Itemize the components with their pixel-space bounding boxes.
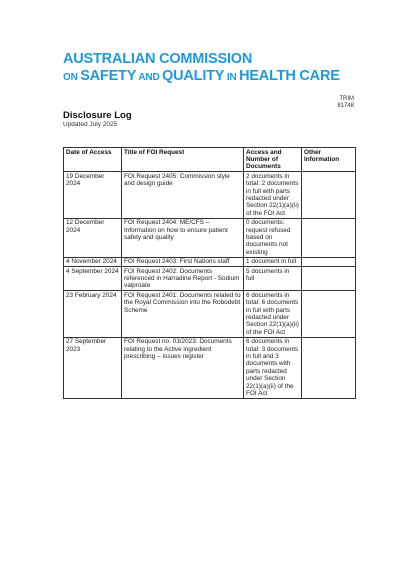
logo-word: SAFETY — [80, 67, 137, 84]
header-date-of-access: Date of Access — [64, 148, 122, 172]
table-header-row — [64, 148, 356, 172]
cell-date: 19 December 2024 — [64, 172, 122, 218]
cell-other — [302, 172, 356, 218]
cell-title: FOI Request 2405: Commission style and design guide — [122, 172, 244, 218]
cell-title: FOI Request 2404: ME/CFS – Information on how to ensure patient safety and quality — [122, 218, 244, 257]
cell-title: FOI Request no. 03/2023: Documents relating to the Active ingredient prescribing – Issues register — [122, 337, 244, 398]
header-access-and-number: Access and Number of Documents — [244, 148, 302, 172]
cell-other — [302, 257, 356, 266]
cell-access: 0 documents: request refused based on documents not existing — [244, 218, 302, 257]
cell-date: 23 February 2024 — [64, 291, 122, 337]
header-title-of-foi-request: Title of FOI Request — [122, 148, 244, 172]
cell-title: FOI Request 2401: Documents related to the Royal Commission into the Robodebt Scheme — [122, 291, 244, 337]
cell-date: 4 September 2024 — [64, 267, 122, 291]
cell-access: 1 document in full — [244, 257, 302, 266]
organisation-logo — [63, 52, 340, 83]
table-row — [64, 267, 356, 291]
trim-label: TRIM — [339, 96, 354, 102]
cell-access: 2 documents in total: 2 documents in full with parts redacted under Section 22(1)(a)(ii) of the FOI Act — [244, 172, 302, 218]
table-row — [64, 172, 356, 218]
cell-title: FOI Request 2402: Documents referenced in Harradine Report - Sodium valproate — [122, 267, 244, 291]
table-row — [64, 218, 356, 257]
cell-access: 6 documents in total: 6 documents in full with parts redacted under Section 22(1)(a)(ii) of the FOI Act — [244, 291, 302, 337]
cell-title: FOI Request 2403: First Nations staff — [122, 257, 244, 266]
cell-other — [302, 291, 356, 337]
logo-word: IN — [224, 71, 240, 83]
cell-date: 4 November 2024 — [64, 257, 122, 266]
header-other-information: Other Information — [302, 148, 356, 172]
cell-access: 6 documents in total: 3 documents in full and 3 documents with parts redacted under Section 22(1)(a)(ii) of the FOI Act — [244, 337, 302, 398]
table-row — [64, 291, 356, 337]
title-block — [63, 110, 132, 129]
disclosure-log-table — [63, 147, 356, 399]
logo-word: HEALTH CARE — [239, 67, 340, 84]
cell-other — [302, 267, 356, 291]
trim-reference — [337, 96, 354, 110]
cell-date: 27 September 2023 — [64, 337, 122, 398]
logo-word: ON — [63, 71, 81, 83]
trim-number: 81748 — [337, 103, 354, 109]
cell-date: 12 December 2024 — [64, 218, 122, 257]
document-title: Disclosure Log — [63, 110, 132, 121]
table-row — [64, 257, 356, 266]
updated-date: Updated July 2025 — [63, 121, 118, 128]
logo-word: QUALITY — [162, 67, 225, 84]
cell-other — [302, 337, 356, 398]
logo-line-2 — [63, 69, 340, 84]
cell-other — [302, 218, 356, 257]
table-row — [64, 337, 356, 398]
cell-access: 5 documents in full — [244, 267, 302, 291]
logo-word: AND — [136, 71, 163, 83]
logo-line-1: AUSTRALIAN COMMISSION — [63, 51, 253, 67]
